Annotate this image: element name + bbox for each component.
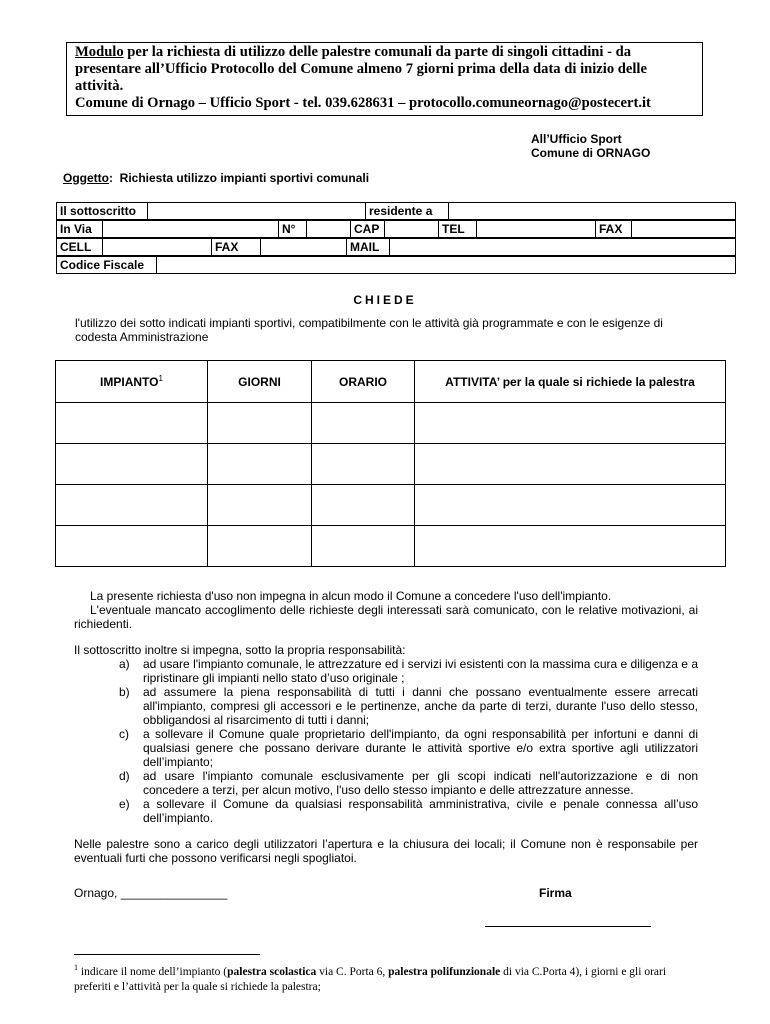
table-row <box>56 403 726 444</box>
tel-field[interactable] <box>477 221 596 238</box>
col-orario: ORARIO <box>312 361 415 403</box>
attivita-cell[interactable] <box>415 403 726 444</box>
subject-line: Oggetto: Richiesta utilizzo impianti sportivi comunali <box>63 171 370 185</box>
list-item: e) a sollevare il Comune da qualsiasi responsabilità amministrativa, civile e penale connessa all’uso dell’impianto. <box>119 797 698 825</box>
footnote-ref: 1 <box>158 374 163 383</box>
subject-label: Oggetto <box>63 171 109 185</box>
giorni-cell[interactable] <box>208 403 312 444</box>
list-item: d) ad usare l'impianto comunale esclusivamente per gli scopi indicati nell'autorizzazione e di non concedere a terzi, per alcun motivo, l'uso dello stesso impianto e delle attrezzature annesse. <box>119 769 698 797</box>
footnote-number: 1 <box>74 963 78 972</box>
mail-label: MAIL <box>347 239 390 256</box>
cell-label: CELL <box>57 239 103 256</box>
header-title <box>75 44 696 95</box>
contact-row <box>56 238 736 256</box>
request-intro: l'utilizzo dei sotto indicati impianti sportivi, compatibilmente con le attività già programmate e con le esigenze di codesta Amministrazione <box>75 316 663 344</box>
tel-label: TEL <box>439 221 477 238</box>
orario-cell[interactable] <box>312 526 415 567</box>
impianto-cell[interactable] <box>56 526 208 567</box>
palestra-polifunzionale: palestra polifunzionale <box>388 965 501 978</box>
list-item: b) ad assumere la piena responsabilità di tutti i danni che possano eventualmente essere arrecati all'impianto, compresi gli accessori e le pertinenze, anche da parte di terzi, durante l'uso dello stesso, obbligandosi al risarcimento di tutti i danni; <box>119 685 698 727</box>
paragraph-rejection: L'eventuale mancato accoglimento delle richieste degli interessati sarà comunicato, con le relative motivazioni, ai richiedenti. <box>74 603 698 631</box>
sottoscritto-field[interactable] <box>148 203 366 220</box>
via-field[interactable] <box>103 221 279 238</box>
impianti-header-row <box>56 361 726 403</box>
address-row <box>56 220 736 238</box>
cap-field[interactable] <box>385 221 439 238</box>
col-impianto: IMPIANTO$^1$ <box>56 361 208 403</box>
header-box <box>66 42 703 116</box>
signature-label: Firma <box>539 886 572 900</box>
cf-row <box>56 256 736 274</box>
fax2-label: FAX <box>212 239 261 256</box>
attivita-cell[interactable] <box>415 485 726 526</box>
header-modulo: Modulo <box>75 44 124 60</box>
orario-cell[interactable] <box>312 485 415 526</box>
signature-line[interactable] <box>485 926 651 927</box>
cap-label: CAP <box>351 221 385 238</box>
addressee-office: All’Ufficio Sport <box>531 132 622 146</box>
impianto-cell[interactable] <box>56 403 208 444</box>
body-text <box>74 589 698 865</box>
chiede-heading: CHIEDE <box>353 293 417 307</box>
col-attivita: ATTIVITA’ per la quale si richiede la palestra <box>415 361 726 403</box>
orario-cell[interactable] <box>312 444 415 485</box>
residente-field[interactable] <box>449 203 736 220</box>
table-row <box>56 444 726 485</box>
header-description: per la richiesta di utilizzo delle palestre comunali da parte di singoli cittadini - da presentare all’Ufficio Protocollo del Comune almeno 7 giorni prima della data di inizio delle attività. <box>75 44 647 94</box>
impianto-cell[interactable] <box>56 444 208 485</box>
paragraph-commitments-intro: Il sottoscritto inoltre si impegna, sotto la propria responsabilità: <box>74 643 406 657</box>
fax2-field[interactable] <box>261 239 347 256</box>
footnote-divider <box>74 954 260 955</box>
palestra-scolastica: palestra scolastica <box>227 965 317 978</box>
giorni-cell[interactable] <box>208 485 312 526</box>
attivita-cell[interactable] <box>415 444 726 485</box>
giorni-cell[interactable] <box>208 526 312 567</box>
giorni-cell[interactable] <box>208 444 312 485</box>
numero-label: N° <box>279 221 307 238</box>
table-row <box>56 526 726 567</box>
fax-label: FAX <box>596 221 632 238</box>
numero-field[interactable] <box>307 221 351 238</box>
footnote: $^1$ indicare il nome dell’impianto (palestra scolastica via C. Porta 6, palestra polifunzionale di via C.Porta 4), i giorni e gli orari preferiti e l’attività per la quale si richiede la palestra; <box>74 963 667 993</box>
header-contacts: Comune di Ornago – Ufficio Sport - tel. 039.628631 – protocollo.comuneornago@postecert.it <box>75 95 651 111</box>
applicant-form <box>56 202 736 220</box>
residente-label: residente a <box>366 203 449 220</box>
table-row <box>56 485 726 526</box>
place-date[interactable]: Ornago, ________________ <box>74 886 228 900</box>
attivita-cell[interactable] <box>415 526 726 567</box>
commitments-list <box>74 657 698 825</box>
impianto-cell[interactable] <box>56 485 208 526</box>
paragraph-no-commitment: La presente richiesta d'uso non impegna in alcun modo il Comune a concedere l'uso dell'impianto. <box>90 589 612 603</box>
codice-fiscale-field[interactable] <box>157 257 736 274</box>
fax-field[interactable] <box>632 221 736 238</box>
impianti-table <box>55 360 726 567</box>
list-item: c) a sollevare il Comune quale proprietario dell'impianto, da ogni responsabilità per infortuni e danni di qualsiasi genere che possano derivare durante le attività sportive e/o extra sportive agli utilizzatori dell’impianto; <box>119 727 698 769</box>
col-giorni: GIORNI <box>208 361 312 403</box>
mail-field[interactable] <box>390 239 736 256</box>
sottoscritto-label: Il sottoscritto <box>57 203 148 220</box>
paragraph-opening-closing: Nelle palestre sono a carico degli utilizzatori l’apertura e la chiusura dei locali; il Comune non è responsabile per eventuali furti che possono verificarsi negli spogliatoi. <box>74 837 698 865</box>
addressee <box>531 132 650 160</box>
orario-cell[interactable] <box>312 403 415 444</box>
codice-fiscale-label: Codice Fiscale <box>57 257 157 274</box>
via-label: In Via <box>57 221 103 238</box>
list-item: a) ad usare l'impianto comunale, le attrezzature ed i servizi ivi esistenti con la massima cura e diligenza e a ripristinare gli impianti nello stato d’uso originale ; <box>119 657 698 685</box>
subject-text: Richiesta utilizzo impianti sportivi comunali <box>113 171 370 185</box>
addressee-municipality: Comune di ORNAGO <box>531 146 651 160</box>
cell-field[interactable] <box>103 239 212 256</box>
